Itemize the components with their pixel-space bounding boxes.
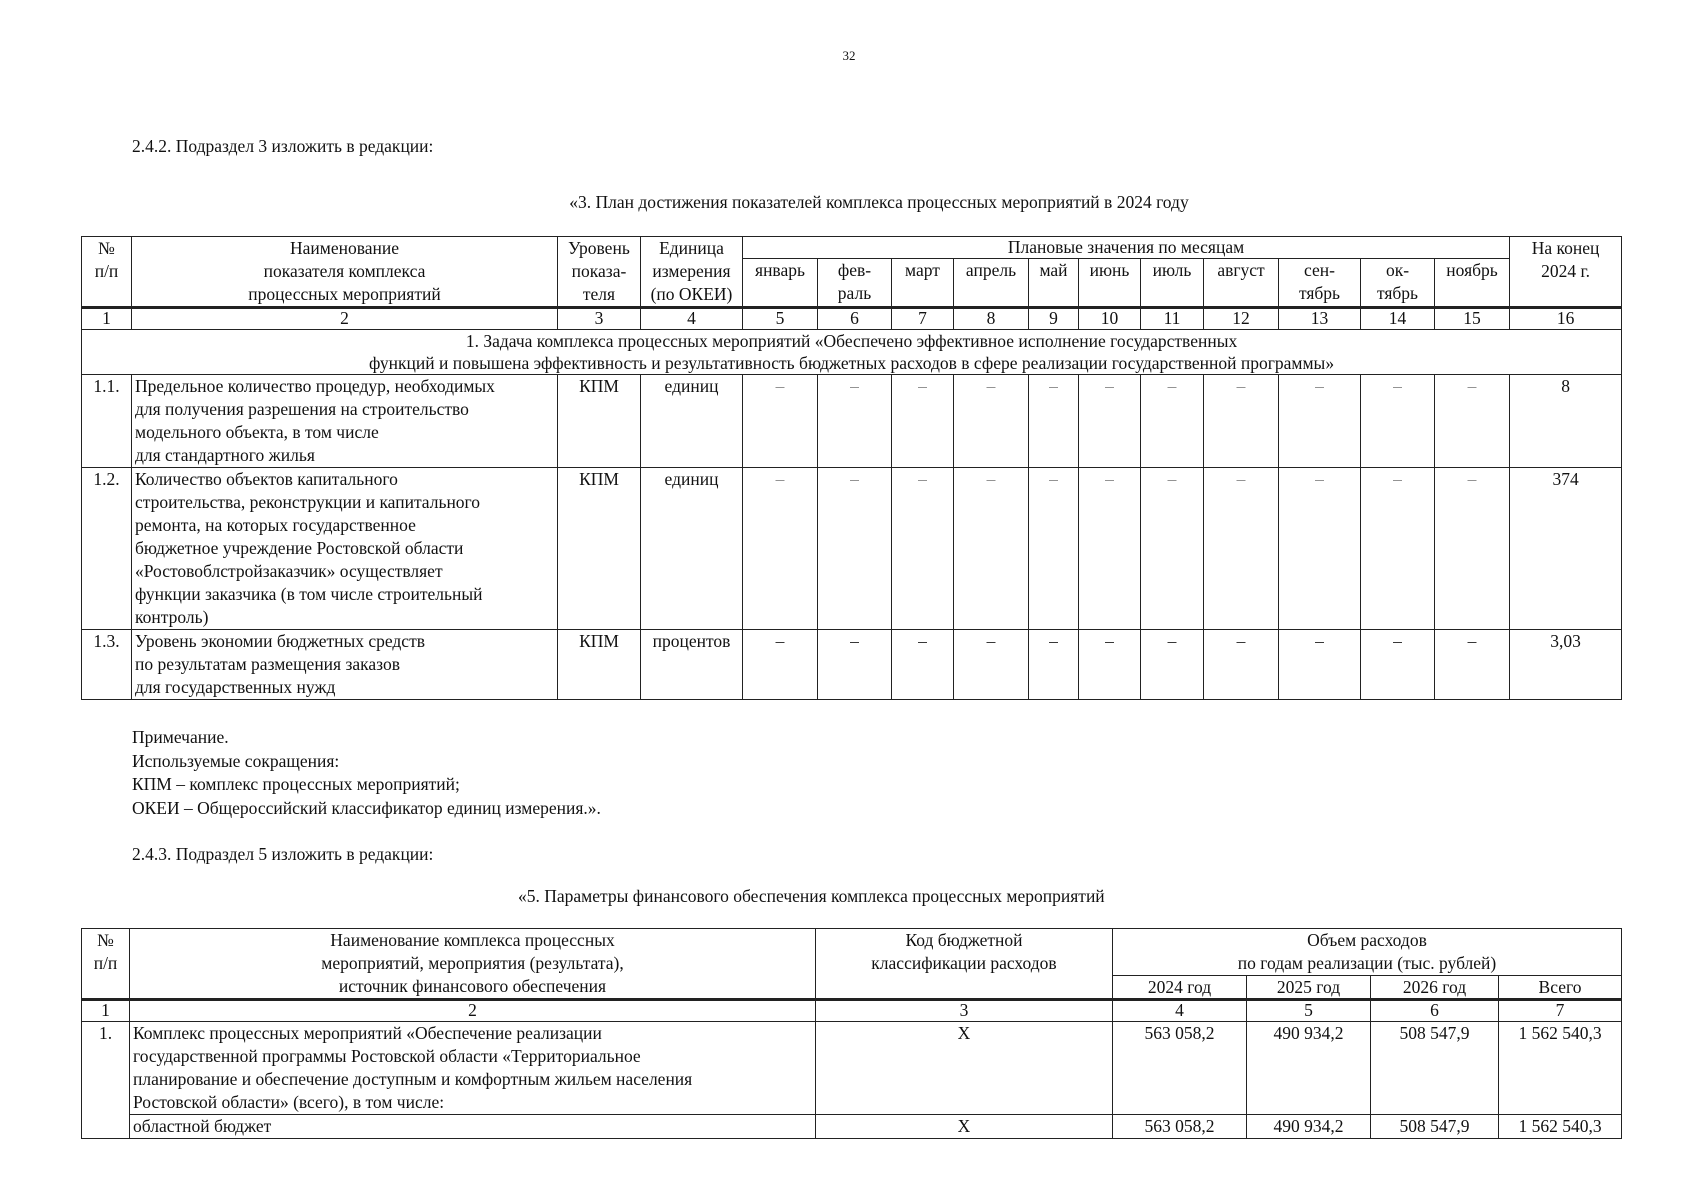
indicator-name: Уровень экономии бюджетных средств по результатам размещения заказов для государственных нужд bbox=[132, 630, 558, 700]
col-number: 12 bbox=[1204, 308, 1279, 330]
month-value: – bbox=[1029, 375, 1079, 468]
indicator-name: Количество объектов капитального строительства, реконструкции и капитального ремонта, на которых государственное бюджетное учреждение Ростовской области «Ростовоблстройзаказчик» осуществляет функции заказчика (в том числе строительный контроль) bbox=[132, 468, 558, 630]
header-month: март bbox=[892, 259, 954, 308]
month-value: – bbox=[892, 630, 954, 700]
month-value: – bbox=[1141, 630, 1204, 700]
col-number: 10 bbox=[1079, 308, 1141, 330]
month-value: – bbox=[1361, 468, 1435, 630]
header-end-of-year: На конец 2024 г. bbox=[1510, 237, 1622, 308]
finance-table bbox=[81, 928, 1622, 1139]
header-year: 2025 год bbox=[1247, 976, 1371, 1000]
col-number: 6 bbox=[818, 308, 892, 330]
month-value: – bbox=[954, 375, 1029, 468]
header-indicator-name: Наименование показателя комплекса процессных мероприятий bbox=[132, 237, 558, 308]
month-value: – bbox=[954, 468, 1029, 630]
note-line: Примечание. bbox=[132, 727, 229, 747]
month-value: – bbox=[1361, 630, 1435, 700]
month-value: – bbox=[1279, 468, 1361, 630]
end-of-year-value: 8 bbox=[1510, 375, 1622, 468]
month-value: – bbox=[892, 375, 954, 468]
header-budget-code: Код бюджетной классификации расходов bbox=[816, 929, 1113, 1000]
month-value: – bbox=[1435, 630, 1510, 700]
col-number: 4 bbox=[1113, 1000, 1247, 1022]
budget-code: Х bbox=[816, 1115, 1113, 1139]
col-number: 16 bbox=[1510, 308, 1622, 330]
header-volume: Объем расходов по годам реализации (тыс. рублей) bbox=[1113, 929, 1622, 976]
month-value: – bbox=[1279, 630, 1361, 700]
indicator-name: Предельное количество процедур, необходимых для получения разрешения на строительство модельного объекта, в том числе для стандартного жилья bbox=[132, 375, 558, 468]
table1-title: «3. План достижения показателей комплекса процессных мероприятий в 2024 году bbox=[569, 192, 1189, 212]
header-level: Уровень показа- теля bbox=[558, 237, 641, 308]
col-number: 3 bbox=[558, 308, 641, 330]
month-value: – bbox=[743, 468, 818, 630]
month-value: – bbox=[818, 630, 892, 700]
amount-2024: 563 058,2 bbox=[1113, 1022, 1247, 1115]
month-value: – bbox=[743, 630, 818, 700]
header-month: ок- тябрь bbox=[1361, 259, 1435, 308]
note-line: Используемые сокращения: bbox=[132, 750, 340, 771]
month-value: – bbox=[1079, 375, 1141, 468]
header-unit: Единица измерения (по ОКЕИ) bbox=[641, 237, 743, 308]
col-number: 13 bbox=[1279, 308, 1361, 330]
table-row bbox=[82, 375, 1622, 468]
plan-table bbox=[81, 236, 1622, 700]
amount-2026: 508 547,9 bbox=[1371, 1022, 1499, 1115]
month-value: – bbox=[818, 375, 892, 468]
amount-2026: 508 547,9 bbox=[1371, 1115, 1499, 1139]
header-month: ноябрь bbox=[1435, 259, 1510, 308]
month-value: – bbox=[1435, 468, 1510, 630]
section-2-4-2-heading: 2.4.2. Подраздел 3 изложить в редакции: bbox=[132, 136, 434, 156]
col-number: 11 bbox=[1141, 308, 1204, 330]
note-block bbox=[132, 726, 601, 820]
end-of-year-value: 3,03 bbox=[1510, 630, 1622, 700]
month-value: – bbox=[954, 630, 1029, 700]
indicator-unit: процентов bbox=[641, 630, 743, 700]
col-number: 8 bbox=[954, 308, 1029, 330]
funding-source: областной бюджет bbox=[130, 1115, 816, 1139]
month-value: – bbox=[1204, 630, 1279, 700]
header-num: № п/п bbox=[82, 929, 130, 1000]
month-value: – bbox=[818, 468, 892, 630]
col-number: 5 bbox=[743, 308, 818, 330]
header-month: апрель bbox=[954, 259, 1029, 308]
amount-2024: 563 058,2 bbox=[1113, 1115, 1247, 1139]
col-number: 4 bbox=[641, 308, 743, 330]
month-value: – bbox=[1141, 375, 1204, 468]
note-line: КПМ – комплекс процессных мероприятий; bbox=[132, 774, 460, 794]
note-line: ОКЕИ – Общероссийский классификатор единиц измерения.». bbox=[132, 797, 601, 818]
header-year: 2024 год bbox=[1113, 976, 1247, 1000]
header-year: 2026 год bbox=[1371, 976, 1499, 1000]
row-num: 1.1. bbox=[82, 375, 132, 468]
month-value: – bbox=[1204, 468, 1279, 630]
indicator-unit: единиц bbox=[641, 375, 743, 468]
end-of-year-value: 374 bbox=[1510, 468, 1622, 630]
program-name: Комплекс процессных мероприятий «Обеспечение реализации государственной программы Ростовской области «Территориальное планирование и обеспечение доступным и комфортным жильем населения Ростовской области» (всего), в том числе: bbox=[130, 1022, 816, 1115]
month-value: – bbox=[1279, 375, 1361, 468]
task-row: 1. Задача комплекса процессных мероприятий «Обеспечено эффективное исполнение государственных функций и повышена эффективность и результативность бюджетных расходов в сфере реализации государственной программы» bbox=[82, 330, 1622, 375]
header-month: январь bbox=[743, 259, 818, 308]
col-number: 5 bbox=[1247, 1000, 1371, 1022]
col-number: 14 bbox=[1361, 308, 1435, 330]
indicator-level: КПМ bbox=[558, 468, 641, 630]
indicator-unit: единиц bbox=[641, 468, 743, 630]
table-row bbox=[82, 1115, 1622, 1139]
budget-code: Х bbox=[816, 1022, 1113, 1115]
month-value: – bbox=[1141, 468, 1204, 630]
month-value: – bbox=[1435, 375, 1510, 468]
header-num: № п/п bbox=[82, 237, 132, 308]
indicator-level: КПМ bbox=[558, 630, 641, 700]
col-number: 6 bbox=[1371, 1000, 1499, 1022]
header-month: июнь bbox=[1079, 259, 1141, 308]
col-number: 3 bbox=[816, 1000, 1113, 1022]
month-value: – bbox=[1361, 375, 1435, 468]
indicator-level: КПМ bbox=[558, 375, 641, 468]
col-number: 15 bbox=[1435, 308, 1510, 330]
header-month: июль bbox=[1141, 259, 1204, 308]
col-number: 9 bbox=[1029, 308, 1079, 330]
header-month: август bbox=[1204, 259, 1279, 308]
month-value: – bbox=[892, 468, 954, 630]
header-total: Всего bbox=[1499, 976, 1622, 1000]
col-number: 7 bbox=[1499, 1000, 1622, 1022]
row-num: 1. bbox=[82, 1022, 130, 1139]
month-value: – bbox=[1079, 468, 1141, 630]
col-number: 7 bbox=[892, 308, 954, 330]
header-month: сен- тябрь bbox=[1279, 259, 1361, 308]
table2-title: «5. Параметры финансового обеспечения комплекса процессных мероприятий bbox=[518, 886, 1105, 906]
month-value: – bbox=[743, 375, 818, 468]
month-value: – bbox=[1079, 630, 1141, 700]
amount-2025: 490 934,2 bbox=[1247, 1022, 1371, 1115]
table-row bbox=[82, 468, 1622, 630]
header-month: фев- раль bbox=[818, 259, 892, 308]
section-2-4-3-heading: 2.4.3. Подраздел 5 изложить в редакции: bbox=[132, 844, 434, 864]
month-value: – bbox=[1204, 375, 1279, 468]
amount-total: 1 562 540,3 bbox=[1499, 1115, 1622, 1139]
col-number: 1 bbox=[82, 308, 132, 330]
row-num: 1.3. bbox=[82, 630, 132, 700]
month-value: – bbox=[1029, 468, 1079, 630]
month-value: – bbox=[1029, 630, 1079, 700]
table-row bbox=[82, 1022, 1622, 1115]
amount-total: 1 562 540,3 bbox=[1499, 1022, 1622, 1115]
amount-2025: 490 934,2 bbox=[1247, 1115, 1371, 1139]
table-row bbox=[82, 630, 1622, 700]
header-month: май bbox=[1029, 259, 1079, 308]
col-number: 1 bbox=[82, 1000, 130, 1022]
header-name: Наименование комплекса процессных мероприятий, мероприятия (результата), источник финансового обеспечения bbox=[130, 929, 816, 1000]
page-number: 32 bbox=[842, 48, 856, 63]
col-number: 2 bbox=[130, 1000, 816, 1022]
col-number: 2 bbox=[132, 308, 558, 330]
row-num: 1.2. bbox=[82, 468, 132, 630]
header-monthly-group: Плановые значения по месяцам bbox=[743, 237, 1510, 259]
